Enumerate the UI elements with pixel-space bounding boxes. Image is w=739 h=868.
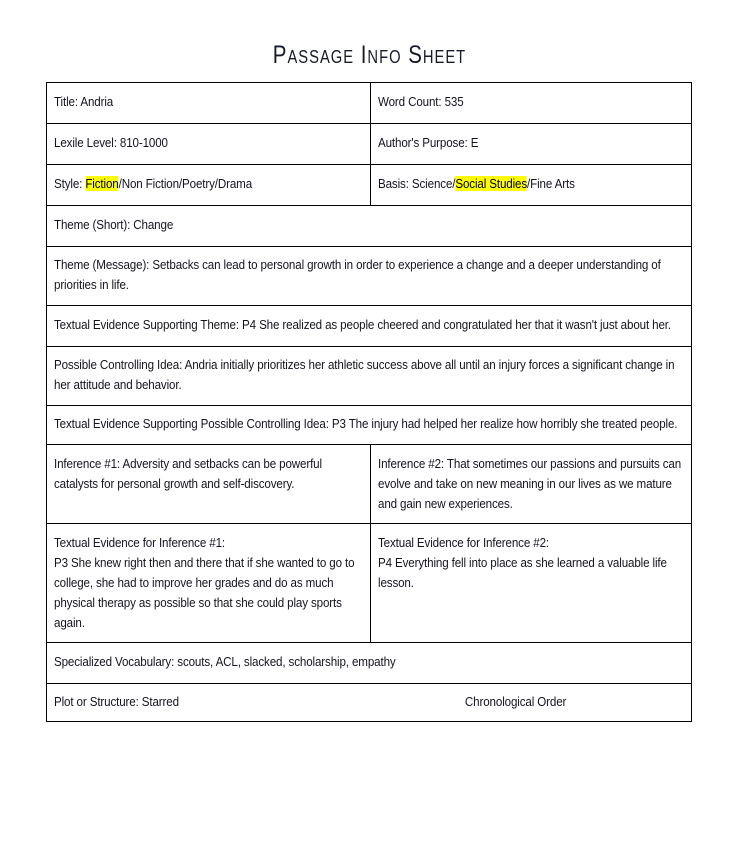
table-row <box>47 83 692 124</box>
cell-style <box>47 165 371 206</box>
table-row <box>47 524 692 643</box>
cell-basis <box>371 165 692 206</box>
table-row <box>47 347 692 406</box>
lexile-level-value: Lexile Level: 810-1000 <box>54 135 168 150</box>
basis-highlighted-option: Social Studies <box>455 176 528 191</box>
table-row <box>47 206 692 247</box>
evidence-inference-2-label: Textual Evidence for Inference #2: <box>378 535 549 550</box>
evidence-inference-2-text: P4 Everything fell into place as she learned a valuable life lesson. <box>378 555 667 590</box>
plot-or-structure-block <box>54 692 685 712</box>
plot-order-value: Chronological Order <box>464 694 567 709</box>
evidence-inference-2-block <box>378 533 685 593</box>
cell-textual-evidence-controlling-idea <box>47 406 692 445</box>
table-row <box>47 247 692 306</box>
cell-title <box>47 83 371 124</box>
plot-row-inner <box>54 692 685 712</box>
passage-info-table <box>46 82 692 722</box>
possible-controlling-idea-value: Possible Controlling Idea: Andria initially prioritizes her athletic success above all until an injury forces a significant change in her attitude and behavior. <box>54 357 675 392</box>
textual-evidence-theme-value: Textual Evidence Supporting Theme: P4 She realized as people cheered and congratulated her that it wasn't just about her. <box>54 317 671 332</box>
cell-lexile-level <box>47 124 371 165</box>
style-suffix: /Non Fiction/Poetry/Drama <box>118 176 253 191</box>
textual-evidence-controlling-idea-value: Textual Evidence Supporting Possible Controlling Idea: P3 The injury had helped her realize how horribly she treated people. <box>54 416 678 431</box>
cell-inference-2 <box>371 445 692 524</box>
table-row <box>47 406 692 445</box>
table-row <box>47 643 692 684</box>
basis-value <box>378 174 685 194</box>
table-row <box>47 124 692 165</box>
table-row <box>47 165 692 206</box>
style-value <box>54 174 364 194</box>
theme-message-value: Theme (Message): Setbacks can lead to personal growth in order to experience a change and a deeper understanding of priorities in life. <box>54 257 661 292</box>
cell-specialized-vocabulary <box>47 643 692 684</box>
cell-authors-purpose <box>371 124 692 165</box>
basis-prefix: Basis: Science/ <box>378 176 456 191</box>
cell-theme-short <box>47 206 692 247</box>
theme-short-value: Theme (Short): Change <box>54 217 174 232</box>
cell-evidence-inference-2 <box>371 524 692 643</box>
cell-plot-or-structure <box>47 684 692 722</box>
style-prefix: Style: <box>54 176 86 191</box>
cell-evidence-inference-1 <box>47 524 371 643</box>
table-row <box>47 684 692 722</box>
page-title: Passage Info Sheet <box>272 41 467 69</box>
cell-possible-controlling-idea <box>47 347 692 406</box>
authors-purpose-value: Author's Purpose: E <box>378 135 479 150</box>
plot-or-structure-value: Plot or Structure: Starred <box>54 694 179 709</box>
inference-1-value: Inference #1: Adversity and setbacks can be powerful catalysts for personal growth and self-discovery. <box>54 456 322 491</box>
cell-word-count <box>371 83 692 124</box>
cell-theme-message <box>47 247 692 306</box>
evidence-inference-1-label: Textual Evidence for Inference #1: <box>54 535 225 550</box>
inference-2-value: Inference #2: That sometimes our passions and pursuits can evolve and take on new meaning in our lives as we mature and gain new experiences. <box>378 456 682 511</box>
cell-textual-evidence-theme <box>47 306 692 347</box>
evidence-inference-1-text: P3 She knew right then and there that if she wanted to go to college, she had to improve her grades and do as much physical therapy as possible so that she could play sports again. <box>54 555 355 630</box>
title-value: Title: Andria <box>54 94 114 109</box>
style-highlighted-option: Fiction <box>85 176 119 191</box>
cell-inference-1 <box>47 445 371 524</box>
table-row <box>47 306 692 347</box>
basis-suffix: /Fine Arts <box>527 176 575 191</box>
word-count-value: Word Count: 535 <box>378 94 464 109</box>
table-row <box>47 445 692 524</box>
specialized-vocabulary-value: Specialized Vocabulary: scouts, ACL, slacked, scholarship, empathy <box>54 654 396 669</box>
evidence-inference-1-block <box>54 533 364 633</box>
